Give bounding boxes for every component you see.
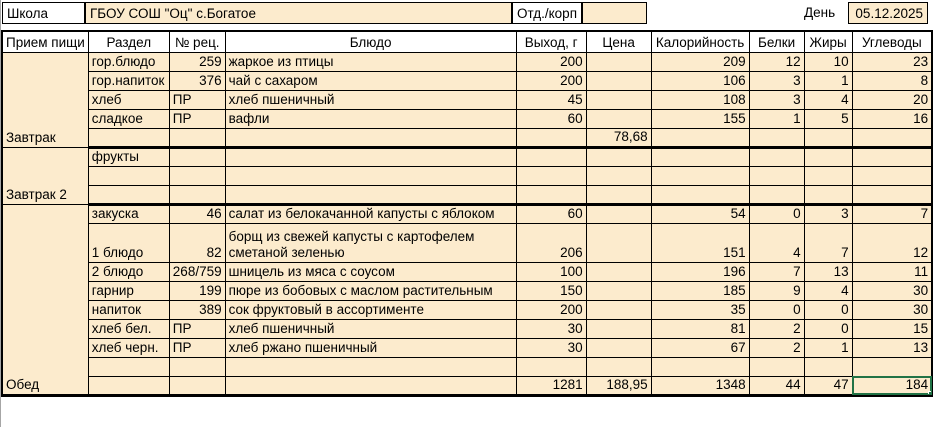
calories-cell[interactable]: 196: [651, 262, 749, 281]
dish-cell[interactable]: салат из белокачанной капусты с яблоком: [225, 204, 516, 223]
dish-cell[interactable]: хлеб пшеничный: [225, 90, 516, 109]
fat-cell[interactable]: [804, 166, 852, 185]
carbs-cell[interactable]: 16: [852, 109, 932, 128]
fat-cell[interactable]: 4: [804, 90, 852, 109]
protein-cell[interactable]: [749, 147, 804, 166]
price-cell[interactable]: [586, 357, 651, 376]
dish-cell[interactable]: хлеб пшеничный: [225, 319, 516, 338]
carbs-cell[interactable]: 8: [852, 71, 932, 90]
output-cell[interactable]: [516, 185, 586, 204]
dept-value-cell[interactable]: [582, 2, 647, 24]
section-cell[interactable]: [88, 376, 169, 395]
school-label-cell[interactable]: Школа: [2, 2, 85, 24]
output-cell[interactable]: [516, 128, 586, 147]
carbs-cell[interactable]: [852, 147, 932, 166]
recipe-cell[interactable]: [169, 166, 225, 185]
table-row: [2, 376, 932, 395]
price-cell[interactable]: [586, 262, 651, 281]
calories-cell[interactable]: 155: [651, 109, 749, 128]
recipe-cell[interactable]: [169, 376, 225, 395]
output-cell[interactable]: 100: [516, 262, 586, 281]
calories-cell[interactable]: [651, 128, 749, 147]
section-cell[interactable]: [88, 166, 169, 185]
price-cell[interactable]: [586, 338, 651, 357]
fat-cell[interactable]: 3: [804, 204, 852, 223]
protein-cell[interactable]: [749, 128, 804, 147]
price-cell[interactable]: [586, 185, 651, 204]
recipe-cell[interactable]: ПР: [169, 319, 225, 338]
price-cell[interactable]: [586, 166, 651, 185]
section-cell[interactable]: закуска: [88, 204, 169, 223]
output-cell[interactable]: [516, 166, 586, 185]
recipe-cell[interactable]: 268/759: [169, 262, 225, 281]
output-cell[interactable]: 45: [516, 90, 586, 109]
protein-cell[interactable]: [749, 166, 804, 185]
fat-cell[interactable]: [804, 357, 852, 376]
price-cell[interactable]: [586, 71, 651, 90]
calories-cell[interactable]: 108: [651, 90, 749, 109]
fat-cell[interactable]: 0: [804, 319, 852, 338]
table-row: [2, 185, 932, 204]
dish-cell[interactable]: [225, 128, 516, 147]
recipe-cell[interactable]: 82: [169, 223, 225, 262]
table-row: [2, 281, 932, 300]
dish-cell[interactable]: шницель из мяса с соусом: [225, 262, 516, 281]
price-cell[interactable]: [586, 319, 651, 338]
recipe-cell[interactable]: 376: [169, 71, 225, 90]
dept-label-cell[interactable]: Отд./корп: [512, 2, 582, 24]
price-cell[interactable]: [586, 223, 651, 262]
dish-cell[interactable]: [225, 147, 516, 166]
column-header[interactable]: Цена: [586, 31, 651, 52]
carbs-cell[interactable]: 11: [852, 262, 932, 281]
carbs-cell[interactable]: 12: [852, 223, 932, 262]
output-cell[interactable]: 200: [516, 71, 586, 90]
protein-cell[interactable]: 12: [749, 52, 804, 71]
output-cell[interactable]: 30: [516, 338, 586, 357]
section-cell[interactable]: напиток: [88, 300, 169, 319]
table-row: [2, 319, 932, 338]
dish-cell[interactable]: вафли: [225, 109, 516, 128]
table-row: [2, 128, 932, 147]
fat-cell[interactable]: 1: [804, 71, 852, 90]
output-cell[interactable]: 60: [516, 109, 586, 128]
recipe-cell[interactable]: 389: [169, 300, 225, 319]
section-cell[interactable]: сладкое: [88, 109, 169, 128]
recipe-cell[interactable]: [169, 185, 225, 204]
column-header[interactable]: Раздел: [88, 31, 169, 52]
dish-cell[interactable]: [225, 166, 516, 185]
price-cell[interactable]: [586, 281, 651, 300]
protein-cell[interactable]: [749, 185, 804, 204]
output-cell[interactable]: 150: [516, 281, 586, 300]
calories-cell[interactable]: 81: [651, 319, 749, 338]
carbs-cell[interactable]: [852, 128, 932, 147]
calories-cell[interactable]: 35: [651, 300, 749, 319]
output-cell[interactable]: 1281: [516, 376, 586, 395]
recipe-cell[interactable]: 46: [169, 204, 225, 223]
table-header-row: [2, 31, 932, 52]
column-header[interactable]: Калорийность: [651, 31, 749, 52]
protein-cell[interactable]: 2: [749, 319, 804, 338]
table-row: [2, 52, 932, 71]
fat-cell[interactable]: 1: [804, 338, 852, 357]
table-row: [2, 338, 932, 357]
table-row: [2, 166, 932, 185]
calories-cell[interactable]: 209: [651, 52, 749, 71]
fat-cell[interactable]: 13: [804, 262, 852, 281]
dish-cell[interactable]: [225, 376, 516, 395]
calories-cell[interactable]: 54: [651, 204, 749, 223]
calories-cell[interactable]: [651, 185, 749, 204]
calories-cell[interactable]: [651, 166, 749, 185]
output-cell[interactable]: 200: [516, 300, 586, 319]
section-cell[interactable]: фрукты: [88, 147, 169, 166]
table-row: [2, 262, 932, 281]
calories-cell[interactable]: 1348: [651, 376, 749, 395]
carbs-cell[interactable]: 184: [852, 376, 932, 395]
calories-cell[interactable]: [651, 147, 749, 166]
fill-handle[interactable]: [928, 391, 932, 396]
section-cell[interactable]: [88, 357, 169, 376]
fat-cell[interactable]: [804, 128, 852, 147]
day-label-cell[interactable]: День: [804, 5, 836, 20]
column-header[interactable]: Белки: [749, 31, 804, 52]
column-header[interactable]: Углеводы: [852, 31, 932, 52]
recipe-cell[interactable]: [169, 357, 225, 376]
output-cell[interactable]: 200: [516, 52, 586, 71]
protein-cell[interactable]: 4: [749, 223, 804, 262]
calories-cell[interactable]: [651, 357, 749, 376]
calories-cell[interactable]: 185: [651, 281, 749, 300]
protein-cell[interactable]: 3: [749, 71, 804, 90]
calories-cell[interactable]: 67: [651, 338, 749, 357]
dish-cell[interactable]: хлеб ржано пшеничный: [225, 338, 516, 357]
dish-cell[interactable]: [225, 185, 516, 204]
calories-cell[interactable]: 106: [651, 71, 749, 90]
carbs-cell[interactable]: 20: [852, 90, 932, 109]
column-header[interactable]: Жиры: [804, 31, 852, 52]
school-value-cell[interactable]: ГБОУ СОШ "Оц" с.Богатое: [85, 2, 512, 24]
table-row: [2, 109, 932, 128]
output-cell[interactable]: [516, 357, 586, 376]
carbs-cell[interactable]: 30: [852, 300, 932, 319]
day-value-cell[interactable]: 05.12.2025: [848, 2, 928, 24]
price-cell[interactable]: 188,95: [586, 376, 651, 395]
recipe-cell[interactable]: ПР: [169, 109, 225, 128]
section-cell[interactable]: хлеб черн.: [88, 338, 169, 357]
dish-cell[interactable]: чай с сахаром: [225, 71, 516, 90]
carbs-cell[interactable]: 30: [852, 281, 932, 300]
fat-cell[interactable]: 4: [804, 281, 852, 300]
dish-cell[interactable]: жаркое из птицы: [225, 52, 516, 71]
carbs-cell[interactable]: 13: [852, 338, 932, 357]
section-cell[interactable]: [88, 128, 169, 147]
price-cell[interactable]: [586, 204, 651, 223]
meal-cell[interactable]: Завтрак 2: [2, 147, 88, 204]
column-header[interactable]: № рец.: [169, 31, 225, 52]
fat-cell[interactable]: 0: [804, 300, 852, 319]
menu-table: [1, 30, 933, 397]
price-cell[interactable]: [586, 109, 651, 128]
table-row: [2, 90, 932, 109]
section-cell[interactable]: 2 блюдо: [88, 262, 169, 281]
price-cell[interactable]: [586, 300, 651, 319]
carbs-cell[interactable]: 7: [852, 204, 932, 223]
price-cell[interactable]: [586, 147, 651, 166]
meal-cell[interactable]: Завтрак: [2, 52, 88, 147]
recipe-cell[interactable]: [169, 128, 225, 147]
protein-cell[interactable]: 0: [749, 204, 804, 223]
protein-cell[interactable]: 3: [749, 90, 804, 109]
section-cell[interactable]: гор.напиток: [88, 71, 169, 90]
output-cell[interactable]: 30: [516, 319, 586, 338]
fat-cell[interactable]: [804, 147, 852, 166]
recipe-cell[interactable]: ПР: [169, 338, 225, 357]
protein-cell[interactable]: 9: [749, 281, 804, 300]
table-row: [2, 223, 932, 262]
section-cell[interactable]: хлеб: [88, 90, 169, 109]
section-cell[interactable]: хлеб бел.: [88, 319, 169, 338]
fat-cell[interactable]: 47: [804, 376, 852, 395]
fat-cell[interactable]: 5: [804, 109, 852, 128]
table-row: [2, 300, 932, 319]
table-row: [2, 204, 932, 223]
recipe-cell[interactable]: [169, 147, 225, 166]
table-row: [2, 71, 932, 90]
dish-cell[interactable]: борщ из свежей капусты с картофелем сметаной зеленью: [225, 223, 516, 262]
column-header[interactable]: Выход, г: [516, 31, 586, 52]
protein-cell[interactable]: 2: [749, 338, 804, 357]
column-header[interactable]: Прием пищи: [2, 31, 88, 52]
recipe-cell[interactable]: ПР: [169, 90, 225, 109]
protein-cell[interactable]: 1: [749, 109, 804, 128]
section-cell[interactable]: гор.блюдо: [88, 52, 169, 71]
section-cell[interactable]: гарнир: [88, 281, 169, 300]
dish-cell[interactable]: [225, 357, 516, 376]
carbs-cell[interactable]: 23: [852, 52, 932, 71]
carbs-cell[interactable]: [852, 357, 932, 376]
carbs-cell[interactable]: [852, 185, 932, 204]
section-cell[interactable]: 1 блюдо: [88, 223, 169, 262]
recipe-cell[interactable]: 199: [169, 281, 225, 300]
fat-cell[interactable]: 7: [804, 223, 852, 262]
carbs-cell[interactable]: 15: [852, 319, 932, 338]
price-cell[interactable]: 78,68: [586, 128, 651, 147]
fat-cell[interactable]: 10: [804, 52, 852, 71]
protein-cell[interactable]: 0: [749, 300, 804, 319]
calories-cell[interactable]: 151: [651, 223, 749, 262]
fat-cell[interactable]: [804, 185, 852, 204]
dish-cell[interactable]: сок фруктовый в ассортименте: [225, 300, 516, 319]
price-cell[interactable]: [586, 52, 651, 71]
output-cell[interactable]: [516, 147, 586, 166]
section-cell[interactable]: [88, 185, 169, 204]
column-header[interactable]: Блюдо: [225, 31, 516, 52]
price-cell[interactable]: [586, 90, 651, 109]
recipe-cell[interactable]: 259: [169, 52, 225, 71]
table-row: [2, 147, 932, 166]
protein-cell[interactable]: 7: [749, 262, 804, 281]
output-cell[interactable]: 60: [516, 204, 586, 223]
carbs-cell[interactable]: [852, 166, 932, 185]
meal-cell[interactable]: Обед: [2, 204, 88, 395]
protein-cell[interactable]: 44: [749, 376, 804, 395]
table-row: [2, 357, 932, 376]
dish-cell[interactable]: пюре из бобовых с маслом растительным: [225, 281, 516, 300]
protein-cell[interactable]: [749, 357, 804, 376]
output-cell[interactable]: 206: [516, 223, 586, 262]
